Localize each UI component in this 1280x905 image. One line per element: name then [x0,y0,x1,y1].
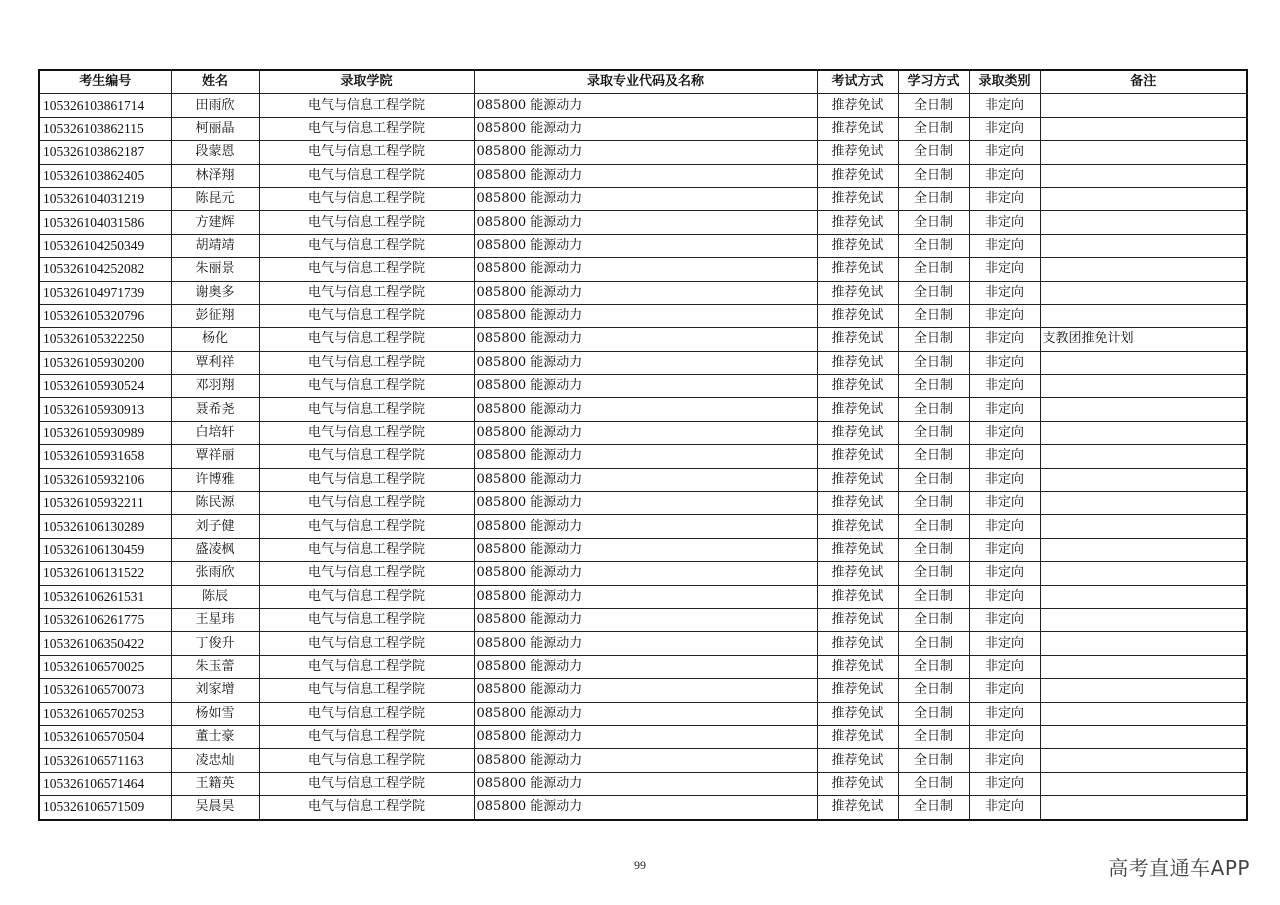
cell-exam-mode: 推荐免试 [817,562,898,585]
cell-major: 085800 能源动力 [474,281,817,304]
cell-category: 非定向 [969,445,1040,468]
cell-name: 陈昆元 [171,187,259,210]
cell-study-mode: 全日制 [898,94,969,117]
cell-remarks [1040,468,1247,491]
admission-list-sheet [38,69,1246,821]
cell-college: 电气与信息工程学院 [259,702,474,725]
cell-major: 085800 能源动力 [474,538,817,561]
cell-candidate-id: 105326106570025 [39,655,171,678]
cell-major: 085800 能源动力 [474,258,817,281]
cell-study-mode: 全日制 [898,749,969,772]
cell-college: 电气与信息工程学院 [259,608,474,631]
cell-remarks [1040,117,1247,140]
cell-name: 田雨欣 [171,94,259,117]
cell-remarks [1040,492,1247,515]
cell-remarks [1040,445,1247,468]
cell-name: 盛凌枫 [171,538,259,561]
cell-category: 非定向 [969,749,1040,772]
cell-name: 王籍英 [171,772,259,795]
cell-category: 非定向 [969,375,1040,398]
cell-exam-mode: 推荐免试 [817,258,898,281]
cell-remarks [1040,655,1247,678]
cell-exam-mode: 推荐免试 [817,351,898,374]
cell-name: 林泽翔 [171,164,259,187]
cell-remarks [1040,281,1247,304]
cell-candidate-id: 105326105930989 [39,421,171,444]
cell-major: 085800 能源动力 [474,328,817,351]
cell-study-mode: 全日制 [898,351,969,374]
cell-category: 非定向 [969,585,1040,608]
cell-college: 电气与信息工程学院 [259,796,474,820]
cell-college: 电气与信息工程学院 [259,445,474,468]
cell-category: 非定向 [969,632,1040,655]
cell-candidate-id: 105326105930200 [39,351,171,374]
cell-study-mode: 全日制 [898,375,969,398]
cell-study-mode: 全日制 [898,468,969,491]
cell-exam-mode: 推荐免试 [817,585,898,608]
cell-candidate-id: 105326106131522 [39,562,171,585]
cell-category: 非定向 [969,187,1040,210]
cell-remarks [1040,725,1247,748]
cell-college: 电气与信息工程学院 [259,585,474,608]
cell-candidate-id: 105326104252082 [39,258,171,281]
cell-candidate-id: 105326106261531 [39,585,171,608]
cell-category: 非定向 [969,398,1040,421]
cell-college: 电气与信息工程学院 [259,141,474,164]
cell-category: 非定向 [969,492,1040,515]
cell-exam-mode: 推荐免试 [817,398,898,421]
cell-college: 电气与信息工程学院 [259,164,474,187]
cell-candidate-id: 105326103861714 [39,94,171,117]
cell-exam-mode: 推荐免试 [817,234,898,257]
cell-name: 方建辉 [171,211,259,234]
cell-candidate-id: 105326105930913 [39,398,171,421]
cell-category: 非定向 [969,655,1040,678]
table-body [39,94,1247,820]
cell-name: 陈民源 [171,492,259,515]
cell-candidate-id: 105326106130289 [39,515,171,538]
cell-name: 胡靖靖 [171,234,259,257]
cell-name: 董士豪 [171,725,259,748]
cell-candidate-id: 105326106571509 [39,796,171,820]
table-row [39,351,1247,374]
cell-exam-mode: 推荐免试 [817,492,898,515]
cell-exam-mode: 推荐免试 [817,749,898,772]
cell-remarks [1040,608,1247,631]
table-row [39,468,1247,491]
cell-category: 非定向 [969,281,1040,304]
cell-college: 电气与信息工程学院 [259,772,474,795]
cell-candidate-id: 105326106261775 [39,608,171,631]
cell-remarks [1040,375,1247,398]
cell-name: 彭征翔 [171,304,259,327]
cell-exam-mode: 推荐免试 [817,702,898,725]
cell-remarks [1040,515,1247,538]
cell-exam-mode: 推荐免试 [817,141,898,164]
cell-name: 朱玉蕾 [171,655,259,678]
cell-college: 电气与信息工程学院 [259,632,474,655]
cell-major: 085800 能源动力 [474,141,817,164]
cell-candidate-id: 105326106570073 [39,679,171,702]
table-row [39,164,1247,187]
table-row [39,562,1247,585]
cell-study-mode: 全日制 [898,632,969,655]
cell-study-mode: 全日制 [898,421,969,444]
cell-name: 陈辰 [171,585,259,608]
cell-exam-mode: 推荐免试 [817,94,898,117]
cell-study-mode: 全日制 [898,258,969,281]
cell-exam-mode: 推荐免试 [817,211,898,234]
cell-major: 085800 能源动力 [474,164,817,187]
table-row [39,608,1247,631]
cell-exam-mode: 推荐免试 [817,655,898,678]
table-row [39,187,1247,210]
cell-major: 085800 能源动力 [474,445,817,468]
table-row [39,117,1247,140]
cell-candidate-id: 105326105322250 [39,328,171,351]
cell-name: 覃祥丽 [171,445,259,468]
cell-exam-mode: 推荐免试 [817,772,898,795]
cell-college: 电气与信息工程学院 [259,234,474,257]
cell-college: 电气与信息工程学院 [259,328,474,351]
cell-study-mode: 全日制 [898,608,969,631]
cell-candidate-id: 105326106571163 [39,749,171,772]
cell-major: 085800 能源动力 [474,679,817,702]
cell-exam-mode: 推荐免试 [817,538,898,561]
table-row [39,421,1247,444]
cell-study-mode: 全日制 [898,304,969,327]
cell-name: 杨如雪 [171,702,259,725]
cell-remarks [1040,141,1247,164]
cell-remarks [1040,632,1247,655]
table-row [39,281,1247,304]
cell-category: 非定向 [969,351,1040,374]
cell-major: 085800 能源动力 [474,608,817,631]
header-name: 姓名 [171,70,259,94]
table-row [39,538,1247,561]
header-remarks: 备注 [1040,70,1247,94]
cell-exam-mode: 推荐免试 [817,468,898,491]
cell-study-mode: 全日制 [898,187,969,210]
cell-candidate-id: 105326104031586 [39,211,171,234]
table-row [39,585,1247,608]
cell-name: 柯丽晶 [171,117,259,140]
header-exam-mode: 考试方式 [817,70,898,94]
cell-category: 非定向 [969,515,1040,538]
cell-candidate-id: 105326106570504 [39,725,171,748]
admission-table [38,69,1248,821]
header-college: 录取学院 [259,70,474,94]
cell-college: 电气与信息工程学院 [259,492,474,515]
cell-exam-mode: 推荐免试 [817,117,898,140]
cell-study-mode: 全日制 [898,702,969,725]
table-row [39,492,1247,515]
cell-category: 非定向 [969,725,1040,748]
cell-category: 非定向 [969,234,1040,257]
cell-major: 085800 能源动力 [474,421,817,444]
cell-category: 非定向 [969,796,1040,820]
cell-name: 刘家增 [171,679,259,702]
cell-candidate-id: 105326105320796 [39,304,171,327]
cell-study-mode: 全日制 [898,538,969,561]
watermark-text: 高考直通车APP [1108,856,1250,880]
cell-college: 电气与信息工程学院 [259,304,474,327]
cell-college: 电气与信息工程学院 [259,117,474,140]
cell-remarks [1040,304,1247,327]
cell-category: 非定向 [969,538,1040,561]
cell-study-mode: 全日制 [898,796,969,820]
cell-exam-mode: 推荐免试 [817,445,898,468]
cell-candidate-id: 105326106571464 [39,772,171,795]
cell-category: 非定向 [969,258,1040,281]
cell-category: 非定向 [969,421,1040,444]
cell-major: 085800 能源动力 [474,562,817,585]
cell-category: 非定向 [969,608,1040,631]
table-header-row [39,70,1247,94]
cell-name: 丁俊升 [171,632,259,655]
cell-college: 电气与信息工程学院 [259,421,474,444]
cell-name: 张雨欣 [171,562,259,585]
cell-study-mode: 全日制 [898,117,969,140]
table-row [39,141,1247,164]
cell-exam-mode: 推荐免试 [817,304,898,327]
cell-remarks [1040,234,1247,257]
cell-major: 085800 能源动力 [474,398,817,421]
cell-remarks [1040,562,1247,585]
cell-remarks [1040,211,1247,234]
cell-major: 085800 能源动力 [474,632,817,655]
cell-remarks [1040,94,1247,117]
cell-college: 电气与信息工程学院 [259,398,474,421]
header-study-mode: 学习方式 [898,70,969,94]
table-row [39,655,1247,678]
cell-remarks [1040,702,1247,725]
cell-exam-mode: 推荐免试 [817,796,898,820]
cell-remarks: 支教团推免计划 [1040,328,1247,351]
cell-exam-mode: 推荐免试 [817,725,898,748]
table-row [39,234,1247,257]
cell-major: 085800 能源动力 [474,725,817,748]
cell-candidate-id: 105326106350422 [39,632,171,655]
cell-major: 085800 能源动力 [474,94,817,117]
cell-name: 吴晨昊 [171,796,259,820]
cell-name: 覃利祥 [171,351,259,374]
table-row [39,725,1247,748]
cell-category: 非定向 [969,562,1040,585]
page-number: 99 [634,858,646,872]
cell-major: 085800 能源动力 [474,187,817,210]
cell-major: 085800 能源动力 [474,515,817,538]
cell-college: 电气与信息工程学院 [259,94,474,117]
cell-remarks [1040,398,1247,421]
cell-candidate-id: 105326104031219 [39,187,171,210]
cell-major: 085800 能源动力 [474,655,817,678]
cell-remarks [1040,796,1247,820]
cell-college: 电气与信息工程学院 [259,679,474,702]
cell-candidate-id: 105326106130459 [39,538,171,561]
cell-remarks [1040,187,1247,210]
table-row [39,632,1247,655]
cell-category: 非定向 [969,117,1040,140]
cell-candidate-id: 105326103862187 [39,141,171,164]
cell-exam-mode: 推荐免试 [817,328,898,351]
cell-exam-mode: 推荐免试 [817,608,898,631]
cell-major: 085800 能源动力 [474,702,817,725]
cell-study-mode: 全日制 [898,655,969,678]
table-row [39,328,1247,351]
cell-candidate-id: 105326105932106 [39,468,171,491]
cell-exam-mode: 推荐免试 [817,187,898,210]
cell-category: 非定向 [969,772,1040,795]
cell-major: 085800 能源动力 [474,304,817,327]
cell-name: 聂希尧 [171,398,259,421]
table-row [39,375,1247,398]
cell-name: 许博雅 [171,468,259,491]
cell-exam-mode: 推荐免试 [817,281,898,304]
cell-study-mode: 全日制 [898,585,969,608]
cell-college: 电气与信息工程学院 [259,538,474,561]
cell-name: 段蒙恩 [171,141,259,164]
cell-college: 电气与信息工程学院 [259,375,474,398]
table-row [39,679,1247,702]
cell-category: 非定向 [969,702,1040,725]
cell-remarks [1040,679,1247,702]
header-category: 录取类别 [969,70,1040,94]
cell-name: 凌忠灿 [171,749,259,772]
cell-study-mode: 全日制 [898,492,969,515]
cell-study-mode: 全日制 [898,281,969,304]
cell-college: 电气与信息工程学院 [259,351,474,374]
cell-category: 非定向 [969,468,1040,491]
cell-candidate-id: 105326103862115 [39,117,171,140]
cell-college: 电气与信息工程学院 [259,281,474,304]
cell-category: 非定向 [969,679,1040,702]
cell-major: 085800 能源动力 [474,211,817,234]
cell-remarks [1040,351,1247,374]
cell-study-mode: 全日制 [898,234,969,257]
table-row [39,702,1247,725]
cell-candidate-id: 105326104250349 [39,234,171,257]
cell-category: 非定向 [969,328,1040,351]
cell-exam-mode: 推荐免试 [817,515,898,538]
cell-remarks [1040,164,1247,187]
cell-study-mode: 全日制 [898,164,969,187]
cell-exam-mode: 推荐免试 [817,679,898,702]
cell-college: 电气与信息工程学院 [259,211,474,234]
cell-major: 085800 能源动力 [474,492,817,515]
cell-study-mode: 全日制 [898,398,969,421]
cell-name: 邓羽翔 [171,375,259,398]
table-row [39,749,1247,772]
cell-candidate-id: 105326104971739 [39,281,171,304]
cell-major: 085800 能源动力 [474,796,817,820]
cell-study-mode: 全日制 [898,141,969,164]
cell-name: 朱丽景 [171,258,259,281]
cell-college: 电气与信息工程学院 [259,187,474,210]
cell-name: 王星玮 [171,608,259,631]
cell-major: 085800 能源动力 [474,375,817,398]
cell-study-mode: 全日制 [898,772,969,795]
table-row [39,94,1247,117]
cell-remarks [1040,258,1247,281]
cell-category: 非定向 [969,94,1040,117]
cell-name: 白培轩 [171,421,259,444]
cell-major: 085800 能源动力 [474,749,817,772]
table-row [39,772,1247,795]
table-row [39,398,1247,421]
cell-exam-mode: 推荐免试 [817,421,898,444]
table-row [39,304,1247,327]
cell-major: 085800 能源动力 [474,117,817,140]
cell-study-mode: 全日制 [898,679,969,702]
cell-major: 085800 能源动力 [474,351,817,374]
cell-study-mode: 全日制 [898,445,969,468]
cell-candidate-id: 105326106570253 [39,702,171,725]
cell-remarks [1040,421,1247,444]
cell-major: 085800 能源动力 [474,234,817,257]
cell-remarks [1040,585,1247,608]
cell-category: 非定向 [969,141,1040,164]
cell-name: 杨化 [171,328,259,351]
cell-major: 085800 能源动力 [474,772,817,795]
cell-name: 刘子健 [171,515,259,538]
header-major: 录取专业代码及名称 [474,70,817,94]
table-row [39,258,1247,281]
cell-college: 电气与信息工程学院 [259,468,474,491]
cell-remarks [1040,772,1247,795]
cell-college: 电气与信息工程学院 [259,258,474,281]
cell-candidate-id: 105326105930524 [39,375,171,398]
cell-category: 非定向 [969,164,1040,187]
table-row [39,211,1247,234]
cell-college: 电气与信息工程学院 [259,655,474,678]
cell-study-mode: 全日制 [898,515,969,538]
cell-college: 电气与信息工程学院 [259,749,474,772]
cell-study-mode: 全日制 [898,211,969,234]
cell-college: 电气与信息工程学院 [259,725,474,748]
cell-candidate-id: 105326105931658 [39,445,171,468]
cell-category: 非定向 [969,211,1040,234]
cell-remarks [1040,538,1247,561]
cell-major: 085800 能源动力 [474,468,817,491]
table-row [39,796,1247,820]
cell-study-mode: 全日制 [898,725,969,748]
cell-name: 谢奥多 [171,281,259,304]
cell-exam-mode: 推荐免试 [817,164,898,187]
cell-exam-mode: 推荐免试 [817,632,898,655]
cell-exam-mode: 推荐免试 [817,375,898,398]
cell-remarks [1040,749,1247,772]
header-candidate-id: 考生编号 [39,70,171,94]
cell-college: 电气与信息工程学院 [259,562,474,585]
cell-study-mode: 全日制 [898,328,969,351]
cell-candidate-id: 105326105932211 [39,492,171,515]
cell-study-mode: 全日制 [898,562,969,585]
table-row [39,515,1247,538]
cell-candidate-id: 105326103862405 [39,164,171,187]
table-row [39,445,1247,468]
cell-college: 电气与信息工程学院 [259,515,474,538]
cell-major: 085800 能源动力 [474,585,817,608]
cell-category: 非定向 [969,304,1040,327]
